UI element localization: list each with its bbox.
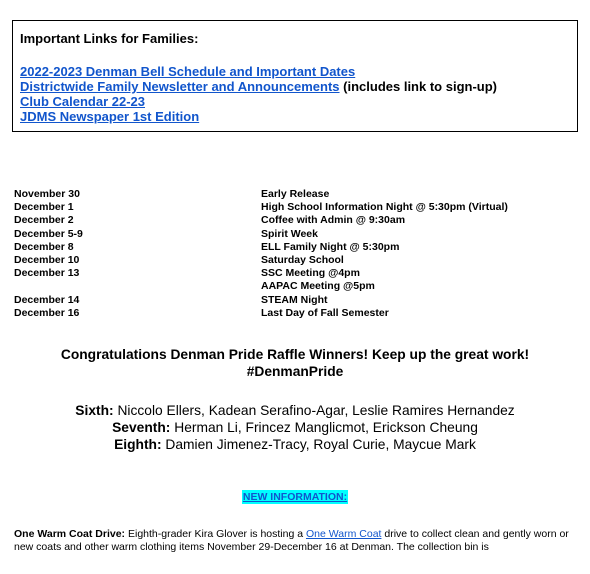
link-row: [20, 94, 570, 109]
winner-names: Damien Jimenez-Tracy, Royal Curie, Maycue Mark: [161, 437, 476, 452]
winners-row: [0, 419, 590, 436]
raffle-winners: [0, 402, 590, 453]
event-name: ELL Family Night @ 5:30pm: [261, 240, 400, 253]
link-row: [20, 109, 570, 124]
links-list: [20, 64, 570, 124]
event-date: December 13: [14, 267, 80, 280]
event-row: [14, 214, 508, 227]
events-list: [14, 188, 508, 320]
hashtag: #DenmanPride: [246, 364, 344, 379]
winners-row: [0, 402, 590, 419]
event-name: Spirit Week: [261, 227, 318, 240]
event-date: December 5-9: [14, 227, 83, 240]
important-links-box: [12, 20, 578, 132]
event-date: December 10: [14, 254, 80, 267]
event-date: November 30: [14, 188, 80, 200]
event-name: High School Information Night @ 5:30pm (Virtual): [261, 201, 508, 214]
event-date: December 1: [14, 201, 74, 214]
event-date: December 16: [14, 306, 80, 319]
event-row: [14, 267, 508, 280]
event-name: STEAM Night: [261, 293, 328, 306]
grade-label: Eighth:: [114, 437, 162, 452]
event-name: Last Day of Fall Semester: [261, 306, 389, 319]
coat-text: Eighth-grader Kira Glover is hosting a: [125, 528, 306, 540]
event-row: [14, 280, 508, 293]
coat-text: drive to collect clean and gently worn or new coats and other warm clothing items November 29-December 16 at Denman. The collection bin is: [14, 528, 569, 554]
event-name: SSC Meeting @4pm: [261, 267, 360, 280]
one-warm-coat-link[interactable]: One Warm Coat: [305, 528, 382, 540]
congrats-line: Congratulations Denman Pride Raffle Winners! Keep up the great work!: [60, 347, 530, 362]
link-suffix: (includes link to sign-up): [339, 79, 497, 94]
event-date: [14, 280, 261, 293]
grade-label: Seventh:: [112, 420, 171, 435]
event-name: AAPAC Meeting @5pm: [261, 280, 375, 293]
event-date: December 14: [14, 293, 80, 306]
event-row: [14, 188, 508, 201]
links-title: Important Links for Families:: [20, 31, 199, 46]
warm-coat-paragraph: [14, 528, 580, 554]
event-row: [14, 307, 508, 320]
link-row: [20, 64, 570, 79]
event-row: [14, 201, 508, 214]
event-date: December 2: [14, 214, 74, 227]
event-name: Saturday School: [261, 254, 344, 267]
winner-names: Niccolo Ellers, Kadean Serafino-Agar, Leslie Ramires Hernandez: [113, 403, 515, 418]
new-information-heading: [0, 487, 590, 505]
newspaper-link[interactable]: JDMS Newspaper 1st Edition: [20, 109, 200, 124]
event-name: Early Release: [261, 188, 330, 200]
club-calendar-link[interactable]: Club Calendar 22-23: [20, 94, 145, 109]
event-row: [14, 228, 508, 241]
grade-label: Sixth:: [75, 403, 114, 418]
family-newsletter-link[interactable]: Districtwide Family Newsletter and Announcements: [20, 79, 340, 94]
event-name: Coffee with Admin @ 9:30am: [261, 214, 406, 227]
raffle-congrats-heading: [0, 346, 590, 380]
event-row: [14, 241, 508, 254]
new-information-label: NEW INFORMATION:: [242, 491, 348, 503]
event-row: [14, 254, 508, 267]
event-row: [14, 294, 508, 307]
bell-schedule-link[interactable]: 2022-2023 Denman Bell Schedule and Important Dates: [20, 64, 356, 79]
winners-row: [0, 436, 590, 453]
winner-names: Herman Li, Frincez Manglicmot, Erickson Cheung: [170, 420, 478, 435]
event-date: December 8: [14, 240, 74, 253]
coat-title: One Warm Coat Drive:: [14, 528, 126, 540]
link-row: [20, 79, 570, 94]
